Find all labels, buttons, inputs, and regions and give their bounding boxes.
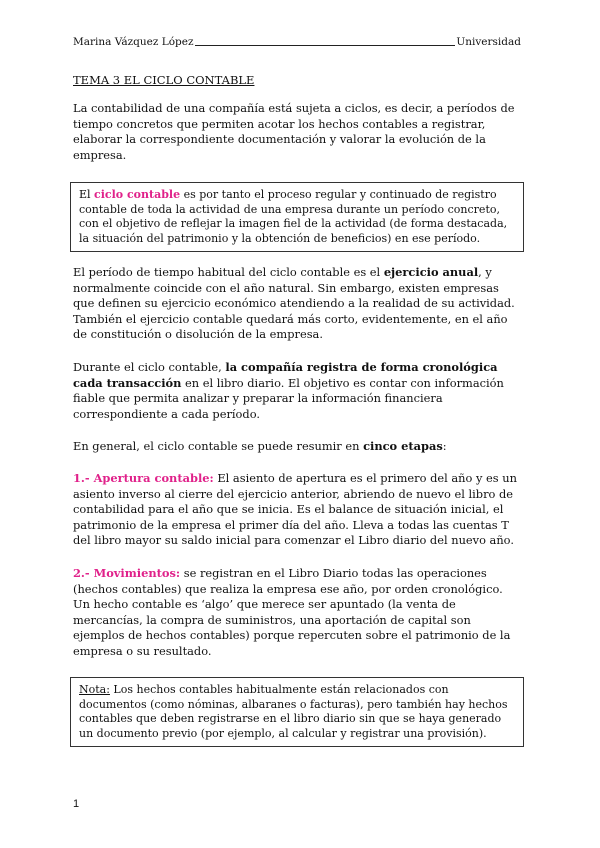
definition-pre: El — [79, 188, 95, 201]
register-pre: Durante el ciclo contable, — [73, 360, 226, 374]
stages-post: : — [442, 439, 447, 453]
stages-pre: En general, el ciclo contable se puede resumir en — [73, 439, 364, 453]
stage-1-paragraph — [73, 471, 523, 549]
period-paragraph — [73, 265, 523, 343]
stage-1-label: 1.- Apertura contable: — [73, 471, 214, 485]
definition-box — [70, 182, 524, 252]
definition-term: ciclo contable — [94, 188, 181, 201]
stage-2-text: se registran en el Libro Diario todas las operaciones (hechos contables) que realiza la empresa ese año, por orden cronológico. Un hecho contable es ‘algo’ que merece ser apuntado (la venta de mercancías, la compra de suministros, una aportación de capital son ejemplos de hechos contables) porque repercuten sobre el patrimonio de la empresa o su resultado. — [73, 566, 511, 658]
stage-2-paragraph — [73, 566, 523, 660]
note-label: Nota: — [79, 683, 110, 696]
definition-text: es por tanto el proceso regular y continuado de registro contable de toda la actividad de una empresa durante un período concreto, con el objetivo de reflejar la imagen fiel de la actividad (de forma destacada, la situación del patrimonio y la obtención de beneficios) en ese período. — [79, 188, 508, 245]
page-number: 1 — [73, 798, 80, 810]
register-bold: la compañía registra de forma cronológica cada transacción — [73, 360, 498, 390]
header-author: Marina Vázquez López — [73, 36, 194, 48]
register-paragraph — [73, 360, 523, 422]
period-post: , y normalmente coincide con el año natural. Sin embargo, existen empresas que definen su ejercicio económico atendiendo a la realidad de su actividad. También el ejercicio contable quedará más corto, evidentemente, en el año de constitución o disolución de la empresa. — [73, 265, 515, 342]
period-bold: ejercicio anual — [383, 265, 479, 279]
note-box — [70, 677, 524, 747]
stages-intro — [73, 439, 523, 455]
intro-paragraph: La contabilidad de una compañía está sujeta a ciclos, es decir, a períodos de tiempo concretos que permiten acotar los hechos contables a registrar, elaborar la correspondiente documentación y valorar la evolución de la empresa. — [73, 101, 515, 162]
header-institution: Universidad — [456, 36, 521, 48]
section-title: TEMA 3 EL CICLO CONTABLE — [73, 73, 255, 87]
period-pre: El período de tiempo habitual del ciclo contable es el — [73, 265, 384, 279]
header-rule — [195, 44, 456, 46]
stages-bold: cinco etapas — [363, 439, 443, 453]
stage-2-label: 2.- Movimientos: — [73, 566, 181, 580]
register-post: en el libro diario. El objetivo es contar con información fiable que permita analizar y preparar la información financiera correspondiente a cada período. — [73, 375, 504, 421]
page-header — [73, 36, 521, 48]
note-text: Los hechos contables habitualmente están relacionados con documentos (como nóminas, albaranes o facturas), pero también hay hechos contables que deben registrarse en el libro diario sin que se haya generado un documento previo (por ejemplo, al calcular y registrar una provisión). — [79, 683, 508, 740]
stage-1-text: El asiento de apertura es el primero del año y es un asiento inverso al cierre del ejercicio anterior, abriendo de nuevo el libro de contabilidad para el año que se inicia. Es el balance de situación inicial, el patrimonio de la empresa el primer día del año. Lleva a todas las cuentas T del libro mayor su saldo inicial para comenzar el Libro diario del nuevo año. — [73, 471, 517, 548]
